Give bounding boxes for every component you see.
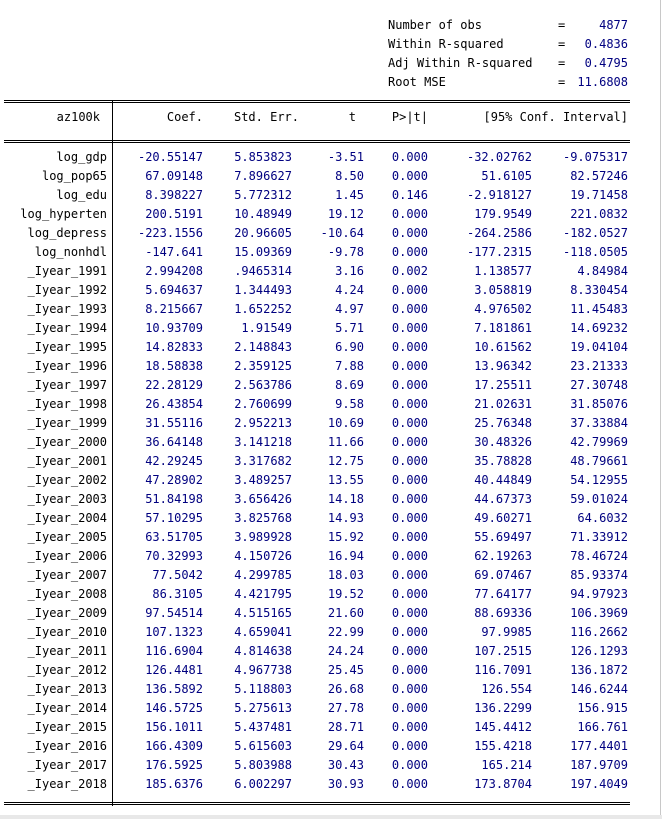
ci-lower-value: -177.2315 — [466, 245, 532, 259]
variable-name: _Iyear_2004 — [27, 511, 107, 525]
coef-value: 10.93709 — [145, 321, 203, 335]
ci-upper-value: -9.075317 — [562, 150, 628, 164]
summary-equals: = — [558, 37, 566, 51]
p-value: 0.000 — [391, 663, 428, 677]
t-stat-value: 4.24 — [335, 283, 364, 297]
p-value: 0.000 — [391, 549, 428, 563]
table-row — [0, 186, 662, 205]
ci-lower-value: 136.2299 — [474, 701, 532, 715]
p-value: 0.146 — [391, 188, 428, 202]
summary-equals: = — [558, 56, 566, 70]
summary-row-r2 — [388, 35, 628, 54]
summary-value: 11.6808 — [577, 75, 628, 89]
variable-name: _Iyear_1992 — [27, 283, 107, 297]
model-summary — [388, 16, 628, 92]
ci-lower-value: 155.4218 — [474, 739, 532, 753]
ci-lower-value: 51.6105 — [481, 169, 532, 183]
coef-value: 146.5725 — [145, 701, 203, 715]
t-stat-value: 18.03 — [327, 568, 364, 582]
variable-name: _Iyear_1996 — [27, 359, 107, 373]
std-err-value: 3.317682 — [234, 454, 292, 468]
table-row — [0, 604, 662, 623]
table-row — [0, 471, 662, 490]
coef-value: 185.6376 — [145, 777, 203, 791]
coef-value: 2.994208 — [145, 264, 203, 278]
p-value: 0.000 — [391, 435, 428, 449]
variable-name: log_depress — [27, 226, 107, 240]
header-separator-rule — [4, 140, 630, 143]
variable-name: log_gdp — [56, 150, 107, 164]
table-row — [0, 528, 662, 547]
ci-lower-value: -32.02762 — [466, 150, 532, 164]
table-row — [0, 775, 662, 794]
column-header-coef: Coef. — [166, 110, 203, 124]
variable-name: _Iyear_1997 — [27, 378, 107, 392]
ci-upper-value: 197.4049 — [570, 777, 628, 791]
ci-upper-value: 71.33912 — [570, 530, 628, 544]
ci-upper-value: 78.46724 — [570, 549, 628, 563]
std-err-value: 4.150726 — [234, 549, 292, 563]
table-row — [0, 642, 662, 661]
ci-upper-value: 27.30748 — [570, 378, 628, 392]
std-err-value: 2.359125 — [234, 359, 292, 373]
variable-name: _Iyear_2013 — [27, 682, 107, 696]
std-err-value: 4.659041 — [234, 625, 292, 639]
t-stat-value: 12.75 — [327, 454, 364, 468]
summary-row-adj-r2 — [388, 54, 628, 73]
ci-lower-value: 97.9985 — [481, 625, 532, 639]
p-value: 0.000 — [391, 169, 428, 183]
std-err-value: 5.275613 — [234, 701, 292, 715]
variable-name: _Iyear_2000 — [27, 435, 107, 449]
coef-value: 14.82833 — [145, 340, 203, 354]
coef-value: 47.28902 — [145, 473, 203, 487]
coef-value: 156.1011 — [145, 720, 203, 734]
variable-name: _Iyear_2012 — [27, 663, 107, 677]
variable-name: _Iyear_2009 — [27, 606, 107, 620]
table-row — [0, 224, 662, 243]
summary-value: 0.4836 — [584, 37, 628, 51]
p-value: 0.000 — [391, 758, 428, 772]
p-value: 0.000 — [391, 739, 428, 753]
std-err-value: 1.344493 — [234, 283, 292, 297]
t-stat-value: -3.51 — [327, 150, 364, 164]
table-row — [0, 376, 662, 395]
std-err-value: 4.515165 — [234, 606, 292, 620]
table-row — [0, 433, 662, 452]
ci-upper-value: 221.0832 — [570, 207, 628, 221]
ci-upper-value: 19.04104 — [570, 340, 628, 354]
t-stat-value: 10.69 — [327, 416, 364, 430]
t-stat-value: 22.99 — [327, 625, 364, 639]
ci-lower-value: 21.02631 — [474, 397, 532, 411]
p-value: 0.000 — [391, 492, 428, 506]
ci-upper-value: 126.1293 — [570, 644, 628, 658]
t-stat-value: 19.52 — [327, 587, 364, 601]
std-err-value: 4.967738 — [234, 663, 292, 677]
ci-lower-value: -2.918127 — [466, 188, 532, 202]
table-row — [0, 262, 662, 281]
summary-label: Within R-squared — [388, 37, 504, 51]
t-stat-value: 3.16 — [335, 264, 364, 278]
ci-upper-value: 4.84984 — [577, 264, 628, 278]
coef-value: 77.5042 — [152, 568, 203, 582]
table-row — [0, 661, 662, 680]
ci-lower-value: 165.214 — [481, 758, 532, 772]
ci-lower-value: 173.8704 — [474, 777, 532, 791]
p-value: 0.000 — [391, 473, 428, 487]
ci-upper-value: -118.0505 — [562, 245, 628, 259]
ci-lower-value: 77.64177 — [474, 587, 532, 601]
variable-name: _Iyear_2014 — [27, 701, 107, 715]
variable-name: _Iyear_2010 — [27, 625, 107, 639]
p-value: 0.000 — [391, 378, 428, 392]
table-row — [0, 718, 662, 737]
ci-lower-value: 88.69336 — [474, 606, 532, 620]
variable-name: _Iyear_1994 — [27, 321, 107, 335]
p-value: 0.000 — [391, 283, 428, 297]
ci-lower-value: 7.181861 — [474, 321, 532, 335]
p-value: 0.000 — [391, 625, 428, 639]
coef-value: -223.1556 — [137, 226, 203, 240]
std-err-value: 5.437481 — [234, 720, 292, 734]
coef-value: 8.215667 — [145, 302, 203, 316]
variable-name: _Iyear_1995 — [27, 340, 107, 354]
coef-value: 126.4481 — [145, 663, 203, 677]
coef-value: 57.10295 — [145, 511, 203, 525]
summary-label: Root MSE — [388, 75, 446, 89]
std-err-value: 20.96605 — [234, 226, 292, 240]
std-err-value: 4.421795 — [234, 587, 292, 601]
t-stat-value: 29.64 — [327, 739, 364, 753]
table-row — [0, 547, 662, 566]
variable-name: log_nonhdl — [34, 245, 107, 259]
coef-value: 22.28129 — [145, 378, 203, 392]
ci-upper-value: 54.12955 — [570, 473, 628, 487]
ci-upper-value: 166.761 — [577, 720, 628, 734]
std-err-value: 5.853823 — [234, 150, 292, 164]
ci-lower-value: 55.69497 — [474, 530, 532, 544]
p-value: 0.000 — [391, 606, 428, 620]
t-stat-value: 13.55 — [327, 473, 364, 487]
table-row — [0, 566, 662, 585]
variable-name: _Iyear_2006 — [27, 549, 107, 563]
ci-upper-value: 14.69232 — [570, 321, 628, 335]
ci-lower-value: 40.44849 — [474, 473, 532, 487]
table-row — [0, 281, 662, 300]
ci-upper-value: 48.79661 — [570, 454, 628, 468]
variable-name: _Iyear_1991 — [27, 264, 107, 278]
ci-upper-value: 23.21333 — [570, 359, 628, 373]
table-bottom-rule — [4, 802, 630, 805]
std-err-value: 6.002297 — [234, 777, 292, 791]
p-value: 0.000 — [391, 150, 428, 164]
table-row — [0, 623, 662, 642]
summary-equals: = — [558, 18, 566, 32]
t-stat-value: 26.68 — [327, 682, 364, 696]
column-header-conf-interval: [95% Conf. Interval] — [483, 110, 628, 124]
coef-value: 86.3105 — [152, 587, 203, 601]
t-stat-value: 4.97 — [335, 302, 364, 316]
t-stat-value: 19.12 — [327, 207, 364, 221]
ci-upper-value: 116.2662 — [570, 625, 628, 639]
ci-lower-value: 107.2515 — [474, 644, 532, 658]
summary-row-obs — [388, 16, 628, 35]
variable-name: _Iyear_2017 — [27, 758, 107, 772]
ci-lower-value: 17.25511 — [474, 378, 532, 392]
table-row — [0, 414, 662, 433]
ci-upper-value: 177.4401 — [570, 739, 628, 753]
t-stat-value: -9.78 — [327, 245, 364, 259]
p-value: 0.000 — [391, 644, 428, 658]
variable-name: _Iyear_2002 — [27, 473, 107, 487]
table-row — [0, 395, 662, 414]
ci-upper-value: 106.3969 — [570, 606, 628, 620]
variable-name: _Iyear_2016 — [27, 739, 107, 753]
std-err-value: 5.615603 — [234, 739, 292, 753]
ci-upper-value: 19.71458 — [570, 188, 628, 202]
p-value: 0.002 — [391, 264, 428, 278]
column-header-t: t — [348, 110, 356, 124]
std-err-value: 1.652252 — [234, 302, 292, 316]
p-value: 0.000 — [391, 587, 428, 601]
ci-upper-value: 94.97923 — [570, 587, 628, 601]
std-err-value: 1.91549 — [241, 321, 292, 335]
p-value: 0.000 — [391, 340, 428, 354]
variable-name: _Iyear_2005 — [27, 530, 107, 544]
window-bottom-edge — [0, 815, 662, 819]
std-err-value: 3.656426 — [234, 492, 292, 506]
table-row — [0, 490, 662, 509]
t-stat-value: 25.45 — [327, 663, 364, 677]
p-value: 0.000 — [391, 359, 428, 373]
p-value: 0.000 — [391, 226, 428, 240]
t-stat-value: 28.71 — [327, 720, 364, 734]
variable-name: _Iyear_2011 — [27, 644, 107, 658]
coef-value: 200.5191 — [145, 207, 203, 221]
coef-value: 70.32993 — [145, 549, 203, 563]
variable-name: _Iyear_2003 — [27, 492, 107, 506]
t-stat-value: 24.24 — [327, 644, 364, 658]
std-err-value: 4.299785 — [234, 568, 292, 582]
ci-upper-value: 187.9709 — [570, 758, 628, 772]
t-stat-value: 5.71 — [335, 321, 364, 335]
summary-label: Adj Within R-squared — [388, 56, 533, 70]
variable-name: _Iyear_2001 — [27, 454, 107, 468]
p-value: 0.000 — [391, 207, 428, 221]
variable-name: log_pop65 — [41, 169, 107, 183]
ci-upper-value: -182.0527 — [562, 226, 628, 240]
t-stat-value: 9.58 — [335, 397, 364, 411]
variable-name: _Iyear_1998 — [27, 397, 107, 411]
table-row — [0, 167, 662, 186]
column-header-depvar: az100k — [56, 110, 100, 124]
coef-value: 107.1323 — [145, 625, 203, 639]
table-row — [0, 699, 662, 718]
table-row — [0, 243, 662, 262]
ci-upper-value: 146.6244 — [570, 682, 628, 696]
t-stat-value: 30.43 — [327, 758, 364, 772]
t-stat-value: 8.69 — [335, 378, 364, 392]
table-row — [0, 148, 662, 167]
column-header-pvalue: P>|t| — [391, 110, 428, 124]
variable-name: _Iyear_2018 — [27, 777, 107, 791]
std-err-value: 2.563786 — [234, 378, 292, 392]
table-row — [0, 585, 662, 604]
std-err-value: 2.148843 — [234, 340, 292, 354]
p-value: 0.000 — [391, 701, 428, 715]
std-err-value: 10.48949 — [234, 207, 292, 221]
ci-upper-value: 31.85076 — [570, 397, 628, 411]
coef-value: 36.64148 — [145, 435, 203, 449]
summary-value: 4877 — [599, 18, 628, 32]
p-value: 0.000 — [391, 454, 428, 468]
ci-upper-value: 8.330454 — [570, 283, 628, 297]
ci-lower-value: 25.76348 — [474, 416, 532, 430]
t-stat-value: 15.92 — [327, 530, 364, 544]
ci-lower-value: 35.78828 — [474, 454, 532, 468]
variable-name: _Iyear_2015 — [27, 720, 107, 734]
t-stat-value: -10.64 — [320, 226, 364, 240]
ci-upper-value: 82.57246 — [570, 169, 628, 183]
ci-upper-value: 42.79969 — [570, 435, 628, 449]
ci-upper-value: 37.33884 — [570, 416, 628, 430]
ci-lower-value: -264.2586 — [466, 226, 532, 240]
variable-name: _Iyear_2008 — [27, 587, 107, 601]
table-row — [0, 509, 662, 528]
ci-upper-value: 156.915 — [577, 701, 628, 715]
std-err-value: 4.814638 — [234, 644, 292, 658]
ci-upper-value: 59.01024 — [570, 492, 628, 506]
table-row — [0, 357, 662, 376]
coef-value: 42.29245 — [145, 454, 203, 468]
coef-value: 136.5892 — [145, 682, 203, 696]
ci-lower-value: 4.976502 — [474, 302, 532, 316]
ci-lower-value: 49.60271 — [474, 511, 532, 525]
table-row — [0, 300, 662, 319]
coef-value: 31.55116 — [145, 416, 203, 430]
table-row — [0, 205, 662, 224]
p-value: 0.000 — [391, 568, 428, 582]
coef-value: 116.6904 — [145, 644, 203, 658]
coef-value: 5.694637 — [145, 283, 203, 297]
p-value: 0.000 — [391, 321, 428, 335]
coef-value: 8.398227 — [145, 188, 203, 202]
table-row — [0, 319, 662, 338]
coef-value: 97.54514 — [145, 606, 203, 620]
p-value: 0.000 — [391, 682, 428, 696]
std-err-value: 3.489257 — [234, 473, 292, 487]
t-stat-value: 30.93 — [327, 777, 364, 791]
summary-value: 0.4795 — [584, 56, 628, 70]
variable-name: _Iyear_1993 — [27, 302, 107, 316]
std-err-value: 2.760699 — [234, 397, 292, 411]
variable-name: _Iyear_1999 — [27, 416, 107, 430]
ci-lower-value: 179.9549 — [474, 207, 532, 221]
table-row — [0, 680, 662, 699]
coef-value: 26.43854 — [145, 397, 203, 411]
table-top-rule — [4, 100, 630, 103]
coef-value: 176.5925 — [145, 758, 203, 772]
ci-lower-value: 10.61562 — [474, 340, 532, 354]
table-row — [0, 338, 662, 357]
ci-lower-value: 30.48326 — [474, 435, 532, 449]
coef-value: 63.51705 — [145, 530, 203, 544]
p-value: 0.000 — [391, 245, 428, 259]
std-err-value: 5.772312 — [234, 188, 292, 202]
ci-lower-value: 3.058819 — [474, 283, 532, 297]
ci-lower-value: 145.4412 — [474, 720, 532, 734]
t-stat-value: 6.90 — [335, 340, 364, 354]
ci-lower-value: 116.7091 — [474, 663, 532, 677]
summary-row-rmse — [388, 73, 628, 92]
coef-value: -20.55147 — [137, 150, 203, 164]
std-err-value: 5.118803 — [234, 682, 292, 696]
std-err-value: 15.09369 — [234, 245, 292, 259]
ci-lower-value: 62.19263 — [474, 549, 532, 563]
coef-value: -147.641 — [145, 245, 203, 259]
t-stat-value: 8.50 — [335, 169, 364, 183]
t-stat-value: 7.88 — [335, 359, 364, 373]
p-value: 0.000 — [391, 302, 428, 316]
variable-name: _Iyear_2007 — [27, 568, 107, 582]
p-value: 0.000 — [391, 530, 428, 544]
t-stat-value: 21.60 — [327, 606, 364, 620]
table-row — [0, 756, 662, 775]
t-stat-value: 27.78 — [327, 701, 364, 715]
t-stat-value: 14.93 — [327, 511, 364, 525]
ci-upper-value: 64.6032 — [577, 511, 628, 525]
column-header-stderr: Std. Err. — [233, 110, 299, 124]
variable-name: log_hyperten — [20, 207, 107, 221]
p-value: 0.000 — [391, 416, 428, 430]
table-row — [0, 452, 662, 471]
coef-value: 67.09148 — [145, 169, 203, 183]
std-err-value: 7.896627 — [234, 169, 292, 183]
ci-lower-value: 69.07467 — [474, 568, 532, 582]
coef-value: 51.84198 — [145, 492, 203, 506]
std-err-value: 3.989928 — [234, 530, 292, 544]
t-stat-value: 1.45 — [335, 188, 364, 202]
p-value: 0.000 — [391, 511, 428, 525]
ci-upper-value: 85.93374 — [570, 568, 628, 582]
summary-label: Number of obs — [388, 18, 482, 32]
ci-lower-value: 1.138577 — [474, 264, 532, 278]
table-row — [0, 737, 662, 756]
p-value: 0.000 — [391, 720, 428, 734]
coef-value: 166.4309 — [145, 739, 203, 753]
std-err-value: 2.952213 — [234, 416, 292, 430]
std-err-value: 5.803988 — [234, 758, 292, 772]
t-stat-value: 16.94 — [327, 549, 364, 563]
std-err-value: .9465314 — [234, 264, 292, 278]
std-err-value: 3.141218 — [234, 435, 292, 449]
ci-upper-value: 11.45483 — [570, 302, 628, 316]
t-stat-value: 14.18 — [327, 492, 364, 506]
ci-lower-value: 126.554 — [481, 682, 532, 696]
coef-value: 18.58838 — [145, 359, 203, 373]
ci-lower-value: 44.67373 — [474, 492, 532, 506]
variable-name: log_edu — [56, 188, 107, 202]
summary-equals: = — [558, 75, 566, 89]
ci-upper-value: 136.1872 — [570, 663, 628, 677]
std-err-value: 3.825768 — [234, 511, 292, 525]
p-value: 0.000 — [391, 397, 428, 411]
ci-lower-value: 13.96342 — [474, 359, 532, 373]
p-value: 0.000 — [391, 777, 428, 791]
t-stat-value: 11.66 — [327, 435, 364, 449]
